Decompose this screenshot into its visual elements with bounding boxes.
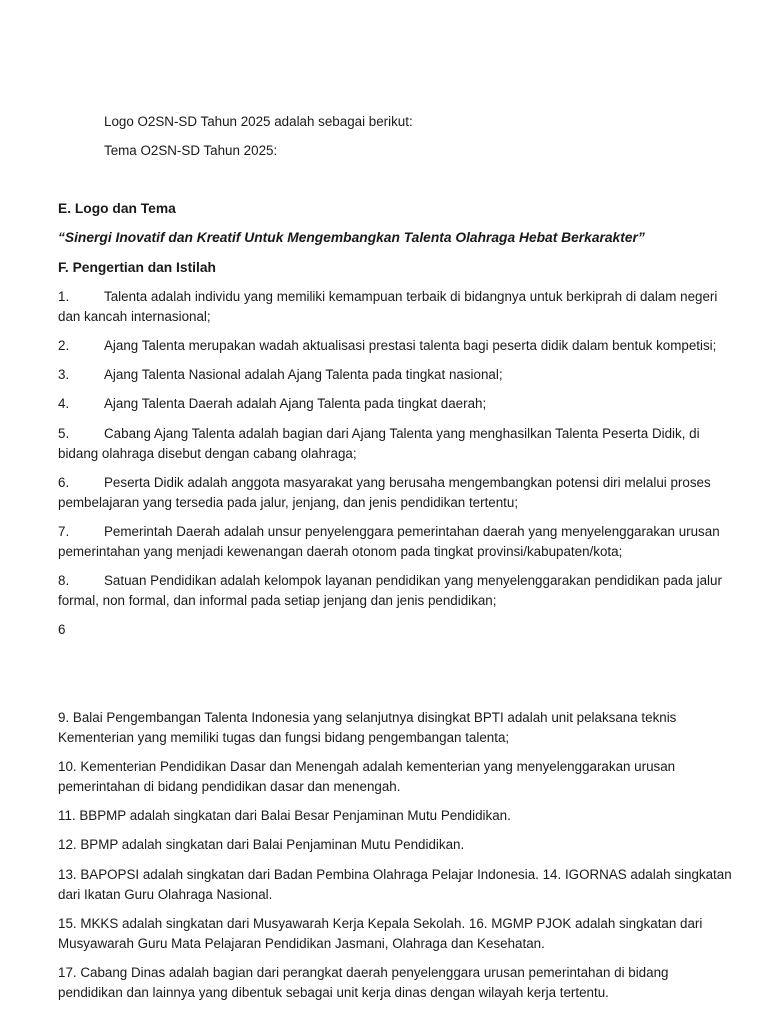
list-item [58,336,760,356]
list-item [58,806,763,826]
list-item-number: 6. [58,475,70,490]
list-item-text: Ajang Talenta Daerah adalah Ajang Talenta pada tingkat daerah; [104,396,487,411]
tema-intro-line: Tema O2SN-SD Tahun 2025: [104,143,278,158]
list-item-text: 9. Balai Pengembangan Talenta Indonesia yang selanjutnya disingkat BPTI adalah unit pelaksana teknis [58,710,677,725]
page-number: 6 [58,622,66,637]
list-item-text: 11. BBPMP adalah singkatan dari Balai Besar Penjaminan Mutu Pendidikan. [58,808,511,823]
list-item-text: 13. BAPOPSI adalah singkatan dari Badan Pembina Olahraga Pelajar Indonesia. 14. IGORNAS adalah singkatan [58,867,732,882]
list-item-text-cont: Kementerian yang memiliki tugas dan fungsi bidang pengembangan talenta; [58,730,510,745]
list-item-text-cont: dari Ikatan Guru Olahraga Nasional. [58,887,273,902]
list-item-text: Satuan Pendidikan adalah kelompok layanan pendidikan yang menyelenggarakan pendidikan pada jalur [104,573,722,588]
list-item [58,865,763,905]
list-item-text: Cabang Ajang Talenta adalah bagian dari Ajang Talenta yang menghasilkan Talenta Peserta Didik, di [104,426,700,441]
list-item-text-cont: pemerintahan yang menjadi kewenangan daerah otonom pada tingkat provinsi/kabupaten/kota; [58,544,623,559]
list-item-text: 15. MKKS adalah singkatan dari Musyawarah Kerja Kepala Sekolah. 16. MGMP PJOK adalah singkatan dari [58,916,703,931]
list-item [58,287,760,327]
logo-intro-line: Logo O2SN-SD Tahun 2025 adalah sebagai berikut: [104,114,413,129]
section-f-heading: F. Pengertian dan Istilah [58,260,216,275]
list-item [58,757,763,797]
list-item-number: 2. [58,338,70,353]
list-item [58,571,760,611]
list-item-number: 4. [58,396,70,411]
list-item [58,708,763,748]
list-item-number: 3. [58,367,70,382]
list-item-text-cont: pendidikan dan lainnya yang dibentuk sebagai unit kerja dinas dengan wilayah kerja tertentu. [58,985,609,1000]
section-e-heading: E. Logo dan Tema [58,201,176,216]
list-item-text: Pemerintah Daerah adalah unsur penyelenggara pemerintahan daerah yang menyelenggarakan urusan [104,524,720,539]
list-item-text: Talenta adalah individu yang memiliki kemampuan terbaik di bidangnya untuk berkiprah di dalam negeri [104,289,718,304]
list-item-number: 7. [58,524,70,539]
list-item-text-cont: formal, non formal, dan informal pada setiap jenjang dan jenis pendidikan; [58,593,497,608]
list-item [58,835,763,855]
list-item-number: 5. [58,426,70,441]
list-item-text: Ajang Talenta Nasional adalah Ajang Talenta pada tingkat nasional; [104,367,503,382]
list-item-number: 1. [58,289,70,304]
list-item-text-cont: pembelajaran yang tersedia pada jalur, jenjang, dan jenis pendidikan tertentu; [58,495,519,510]
list-item-text-cont: pemerintahan di bidang pendidikan dasar dan menengah. [58,779,401,794]
list-item-text: Ajang Talenta merupakan wadah aktualisasi prestasi talenta bagi peserta didik dalam bentuk kompetisi; [104,338,717,353]
list-item-text: 10. Kementerian Pendidikan Dasar dan Menengah adalah kementerian yang menyelenggarakan urusan [58,759,676,774]
list-item-text-cont: bidang olahraga disebut dengan cabang olahraga; [58,446,357,461]
list-item [58,963,763,1003]
list-item [58,522,760,562]
list-item [58,365,760,385]
list-item-text: Peserta Didik adalah anggota masyarakat yang berusaha mengembangkan potensi diri melalui proses [104,475,711,490]
list-item-number: 8. [58,573,70,588]
list-item-text: 12. BPMP adalah singkatan dari Balai Penjaminan Mutu Pendidikan. [58,837,465,852]
list-item-text: 17. Cabang Dinas adalah bagian dari perangkat daerah penyelenggara urusan pemerintahan di bidang [58,965,669,980]
list-item [58,394,760,414]
list-item [58,914,763,954]
list-item-text-cont: Musyawarah Guru Mata Pelajaran Pendidikan Jasmani, Olahraga dan Kesehatan. [58,936,545,951]
list-item [58,424,760,464]
list-item [58,473,760,513]
theme-quote: “Sinergi Inovatif dan Kreatif Untuk Mengembangkan Talenta Olahraga Hebat Berkarakter” [58,230,645,245]
list-item-text-cont: dan kancah internasional; [58,309,211,324]
